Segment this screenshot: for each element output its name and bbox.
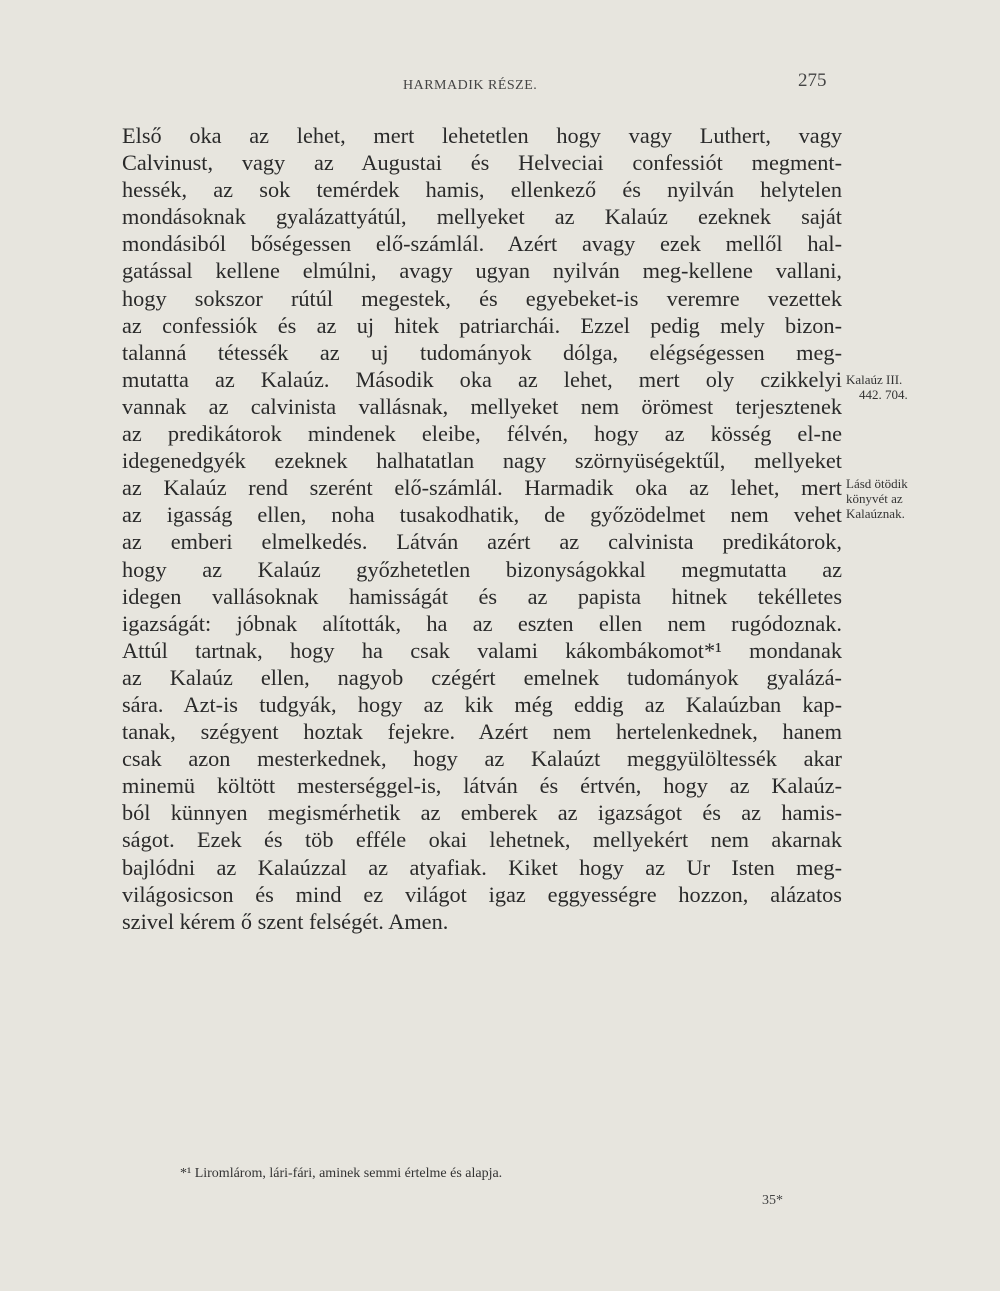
text-line: az emberi elmelkedés. Látván azért az calvinista predikátorok, — [122, 529, 842, 555]
text-line: minemü költött mesterséggel-is, látván és értvén, hogy az Kalaúz- — [122, 773, 842, 799]
margin-note-line: Kalaúznak. — [846, 506, 905, 521]
text-line: hogy sokszor rútúl megestek, és egyebeket-is veremre vezettek — [122, 285, 842, 311]
text-line: az Kalaúz ellen, nagyob czégért emelnek tudományok gyalázá- — [122, 664, 842, 690]
text-line: az predikátorok mindenek eleibe, félvén, hogy az kösség el-ne — [122, 421, 842, 447]
text-line: mondásiból bőségessen elő-számlál. Azért avagy ezek mellől hal- — [122, 231, 842, 257]
margin-note-line: Lásd ötödik — [846, 476, 908, 491]
margin-note-line: könyvét az — [846, 491, 903, 506]
text-line: gatással kellene elmúlni, avagy ugyan nyilván meg-kellene vallani, — [122, 258, 842, 284]
text-line: ból künnyen megismérhetik az emberek az igazságot és az hamis- — [122, 800, 842, 826]
text-line: mutatta az Kalaúz. Második oka az lehet, mert oly czikkelyi — [122, 366, 842, 392]
margin-note-line: 442. 704. — [859, 387, 908, 402]
text-line: Első oka az lehet, mert lehetetlen hogy vagy Luthert, vagy — [122, 123, 842, 148]
text-line: az Kalaúz rend szerént elő-számlál. Harmadik oka az lehet, mert — [122, 475, 842, 501]
text-line: hessék, az sok temérdek hamis, ellenkező és nyilván helytelen — [122, 177, 842, 203]
text-line: idegen vallásoknak hamisságát és az papista hitnek tekélletes — [122, 583, 842, 609]
text-line: az igasság ellen, noha tusakodhatik, de győzödelmet nem vehet — [122, 502, 842, 528]
text-line: vannak az calvinista vallásnak, mellyeket nem örömest terjesztenek — [122, 393, 842, 419]
text-line: ságot. Ezek és töb efféle okai lehetnek, mellyekért nem akarnak — [122, 827, 842, 853]
text-line: az confessiók és az uj hitek patriarchái. Ezzel pedig mely bizon- — [122, 312, 842, 338]
text-line: csak azon mesterkednek, hogy az Kalaúzt meggyülöltessék akar — [122, 746, 842, 772]
page-number: 275 — [798, 70, 827, 91]
text-line: tanak, szégyent hoztak fejekre. Azért nem hertelenkednek, hanem — [122, 719, 842, 745]
text-line: idegenedgyék ezeknek halhatatlan nagy szörnyüségektűl, mellyeket — [122, 448, 842, 474]
text-line: Attúl tartnak, hogy ha csak valami kákombákomot*¹ mondanak — [122, 637, 842, 663]
margin-note — [846, 372, 908, 402]
text-line: bajlódni az Kalaúzzal az atyafiak. Kiket hogy az Ur Isten meg- — [122, 854, 842, 880]
text-line: sára. Azt-is tudgyák, hogy az kik még eddig az Kalaúzban kap- — [122, 691, 842, 717]
text-line: Calvinust, vagy az Augustai és Helveciai confessiót megment- — [122, 150, 842, 176]
running-title: HARMADIK RÉSZE. — [403, 78, 538, 93]
body-text — [122, 122, 842, 935]
text-line: talanná tétessék az uj tudományok dólga, elégségessen meg- — [122, 339, 842, 365]
margin-note — [846, 476, 908, 521]
text-line: világosicson és mind ez világot igaz eggyességre hozzon, alázatos — [122, 881, 842, 907]
margin-note-line: Kalaúz III. — [846, 372, 903, 387]
signature-mark: 35* — [762, 1193, 783, 1208]
text-line: hogy az Kalaúz győzhetetlen bizonyságokkal megmutatta az — [122, 556, 842, 582]
footnote: *¹ Liromlárom, lári-fári, aminek semmi értelme és alapja. — [180, 1166, 503, 1181]
text-line: igazságát: jóbnak alították, ha az eszten ellen nem rugódoznak. — [122, 610, 842, 636]
text-line: szivel kérem ő szent felségét. Amen. — [122, 908, 449, 934]
text-line: mondásoknak gyalázattyátúl, mellyeket az Kalaúz ezeknek saját — [122, 204, 842, 230]
